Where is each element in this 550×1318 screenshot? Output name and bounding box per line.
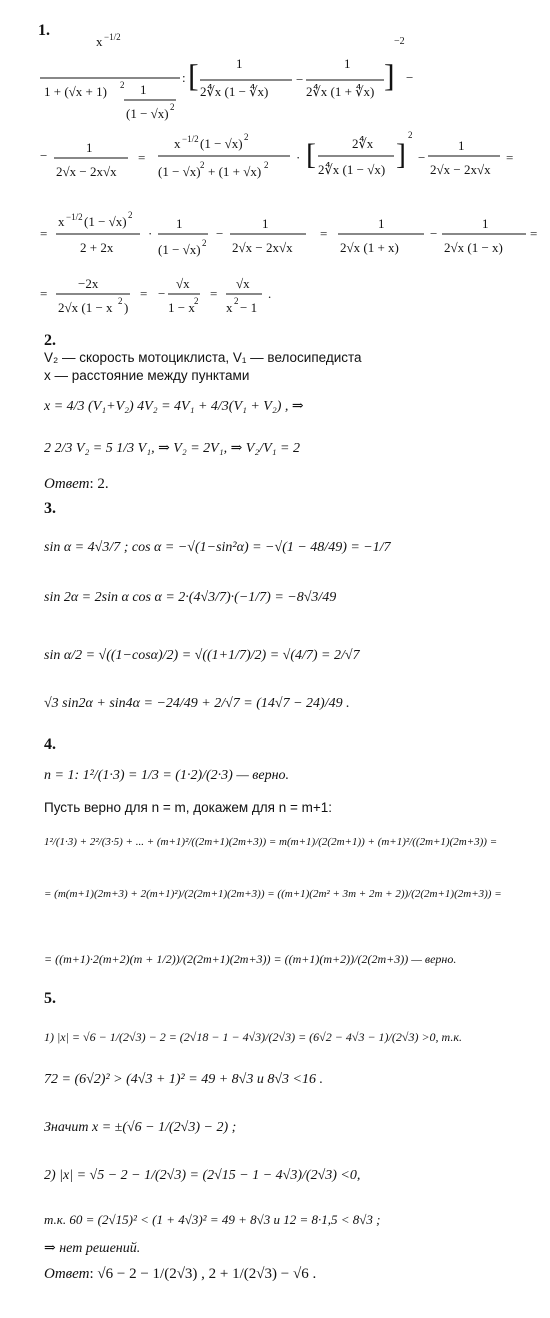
- svg-text:.: .: [268, 286, 272, 301]
- svg-text:2 + 2x: 2 + 2x: [80, 240, 114, 255]
- svg-text::: :: [182, 70, 186, 85]
- svg-text:1: 1: [140, 82, 147, 97]
- problem-5-equation-5: т.к. 60 = (2√15)² < (1 + 4√3)² = 49 + 8√3 и 12 = 8·1,5 < 8√3 ;: [44, 1212, 381, 1227]
- problem-3-equation-2: sin 2α = 2sin α cos α = 2·(4√3/7)·(−1/7) = −8√3/49: [44, 590, 337, 605]
- svg-text:]: ]: [396, 138, 406, 171]
- problem-2-equation-2: 2 2/3 V₂ = 5 1/3 V₁, ⇒ V₂ = 2V₁, ⇒ V₂/V₁ = 2: [44, 441, 300, 456]
- problem-3-equation-4: √3 sin2α + sin4α = −24/49 + 2/√7 = (14√7 − 24)/49 .: [44, 696, 350, 711]
- svg-text:1: 1: [236, 56, 243, 71]
- svg-text:−: −: [406, 70, 414, 85]
- problem-5-number: 5.: [44, 990, 56, 1007]
- svg-text:−1/2: −1/2: [182, 134, 199, 144]
- answer-value: : 2.: [89, 476, 109, 492]
- svg-text:=: =: [320, 226, 328, 241]
- svg-text:2: 2: [244, 132, 249, 142]
- svg-text:=: =: [210, 286, 218, 301]
- svg-text:2: 2: [234, 296, 239, 306]
- svg-text:2: 2: [202, 238, 207, 248]
- svg-text:2: 2: [120, 80, 125, 90]
- svg-text:(1 − √x): (1 − √x): [84, 214, 127, 229]
- problem-2-equation-1: x = 4/3 (V₁+V₂) 4V₂ = 4V₁ + 4/3(V₁ + V₂) , ⇒: [44, 399, 304, 414]
- svg-text:]: ]: [384, 57, 395, 93]
- svg-text:(1 − √x): (1 − √x): [158, 164, 201, 179]
- svg-text:[: [: [306, 138, 316, 171]
- svg-text:1 − x: 1 − x: [168, 300, 195, 315]
- problem-5-equation-3: Значит x = ±(√6 − 1/(2√3) − 2) ;: [44, 1120, 237, 1135]
- problem-4-equation-4: = ((m+1)·2(m+2)(m + 1/2))/(2(2m+1)(2m+3)) = ((m+1)(m+2))/(2(2m+3)) — верно.: [44, 952, 457, 966]
- svg-text:·: ·: [296, 150, 301, 165]
- svg-text:−: −: [430, 226, 438, 241]
- problem-1-number: 1.: [38, 22, 50, 39]
- svg-text:x: x: [96, 34, 103, 49]
- problem-4-equation-3: = (m(m+1)(2m+3) + 2(m+1)²)/(2(2m+1)(2m+3)) = ((m+1)(2m² + 3m + 2m + 2))/(2(2m+1)(2m+3)) =: [44, 888, 502, 900]
- problem-5-equation-1: 1) |x| = √6 − 1/(2√3) − 2 = (2√18 − 1 − 4√3)/(2√3) = (6√2 − 4√3 − 1)/(2√3) >0, т.к.: [44, 1030, 462, 1044]
- svg-text:2√x (1 + x): 2√x (1 + x): [340, 240, 399, 255]
- problem-1-formula: [0, 30, 550, 350]
- svg-text:−: −: [158, 286, 166, 301]
- problem-3-number: 3.: [44, 500, 56, 517]
- svg-text:2: 2: [118, 296, 123, 306]
- svg-text:(1 − √x): (1 − √x): [126, 106, 169, 121]
- svg-text:2√x − 2x√x: 2√x − 2x√x: [430, 162, 491, 177]
- svg-text:1: 1: [262, 216, 269, 231]
- svg-text:1: 1: [86, 140, 93, 155]
- problem-4-equation-1: n = 1: 1²/(1·3) = 1/3 = (1·2)/(2·3) — верно.: [44, 768, 290, 783]
- answer-label: Ответ: [44, 476, 90, 492]
- svg-text:− 1: − 1: [240, 300, 258, 315]
- svg-text:(1 − √x): (1 − √x): [158, 242, 201, 257]
- svg-text:−1/2: −1/2: [104, 32, 121, 42]
- svg-text:=: =: [138, 150, 146, 165]
- svg-text:x: x: [226, 300, 233, 315]
- svg-text:−: −: [418, 150, 426, 165]
- problem-4-number: 4.: [44, 736, 56, 753]
- svg-text:−: −: [296, 72, 304, 87]
- svg-text:+ (1 + √x): + (1 + √x): [208, 164, 262, 179]
- problem-5-equation-4: 2) |x| = √5 − 2 − 1/(2√3) = (2√15 − 1 − 4√3)/(2√3) <0,: [44, 1168, 361, 1183]
- svg-text:2: 2: [200, 160, 205, 170]
- problem-4-equation-2: 1²/(1·3) + 2²/(3·5) + ... + (m+1)²/((2m+1)(2m+3)) = m(m+1)/(2(2m+1)) + (m+1)²/((2m+1)(2m+3)) =: [44, 836, 498, 848]
- svg-text:−: −: [216, 226, 224, 241]
- problem-5-equation-2: 72 = (6√2)² > (4√3 + 1)² = 49 + 8√3 и 8√3 <16 .: [44, 1072, 323, 1087]
- svg-text:−1/2: −1/2: [66, 212, 83, 222]
- svg-text:−2: −2: [394, 36, 405, 47]
- svg-text:x: x: [174, 136, 181, 151]
- problem-2-text-line-2: x — расстояние между пунктами: [44, 368, 250, 383]
- svg-text:2: 2: [128, 210, 133, 220]
- svg-text:√x: √x: [176, 276, 190, 291]
- svg-text:2√x − 2x√x: 2√x − 2x√x: [56, 164, 117, 179]
- svg-text:=: =: [40, 226, 48, 241]
- svg-text:1: 1: [176, 216, 183, 231]
- problem-4-text-1: Пусть верно для n = m, докажем для n = m+1:: [44, 800, 332, 815]
- svg-text:1: 1: [344, 56, 351, 71]
- problem-2-number: 2.: [44, 332, 56, 349]
- svg-text:=: =: [40, 286, 48, 301]
- svg-text:2∜x (1 − ∜x): 2∜x (1 − ∜x): [200, 84, 269, 99]
- svg-text:1: 1: [378, 216, 385, 231]
- svg-text:2∜x (1 + ∜x): 2∜x (1 + ∜x): [306, 84, 375, 99]
- svg-text:1 + (√x + 1): 1 + (√x + 1): [44, 84, 107, 99]
- svg-text:x: x: [58, 214, 65, 229]
- svg-text:√x: √x: [236, 276, 250, 291]
- svg-text:2: 2: [194, 296, 199, 306]
- answer-value: : √6 − 2 − 1/(2√3) , 2 + 1/(2√3) − √6 .: [89, 1266, 317, 1282]
- problem-2-text-line-1: V₂ — скорость мотоциклиста, V₁ — велосипедиста: [44, 350, 362, 365]
- svg-text:2√x (1 − x): 2√x (1 − x): [444, 240, 503, 255]
- problem-5-answer: [44, 1266, 316, 1283]
- svg-text:(1 − √x): (1 − √x): [200, 136, 243, 151]
- svg-text:): ): [124, 300, 129, 315]
- svg-text:[: [: [188, 57, 199, 93]
- svg-text:2√x − 2x√x: 2√x − 2x√x: [232, 240, 293, 255]
- svg-text:−: −: [40, 148, 48, 163]
- svg-text:·: ·: [148, 226, 153, 241]
- svg-text:=: =: [506, 150, 514, 165]
- problem-3-equation-1: sin α = 4√3/7 ; cos α = −√(1−sin²α) = −√(1 − 48/49) = −1/7: [44, 540, 391, 555]
- problem-3-equation-3: sin α/2 = √((1−cosα)/2) = √((1+1/7)/2) = √(4/7) = 2/√7: [44, 648, 360, 663]
- svg-text:−2x: −2x: [78, 276, 99, 291]
- svg-text:2: 2: [408, 130, 413, 140]
- svg-text:1: 1: [458, 138, 465, 153]
- svg-text:2∜x: 2∜x: [352, 136, 374, 151]
- svg-text:1: 1: [482, 216, 489, 231]
- problem-5-equation-6: ⇒ нет решений.: [44, 1241, 141, 1256]
- svg-text:2: 2: [264, 160, 269, 170]
- svg-text:=: =: [530, 226, 538, 241]
- problem-2-answer: [44, 476, 109, 493]
- svg-text:2√x (1 − x: 2√x (1 − x: [58, 300, 113, 315]
- svg-text:2: 2: [170, 102, 175, 112]
- answer-label: Ответ: [44, 1266, 90, 1282]
- svg-text:=: =: [140, 286, 148, 301]
- svg-text:2∜x (1 − √x): 2∜x (1 − √x): [318, 162, 386, 177]
